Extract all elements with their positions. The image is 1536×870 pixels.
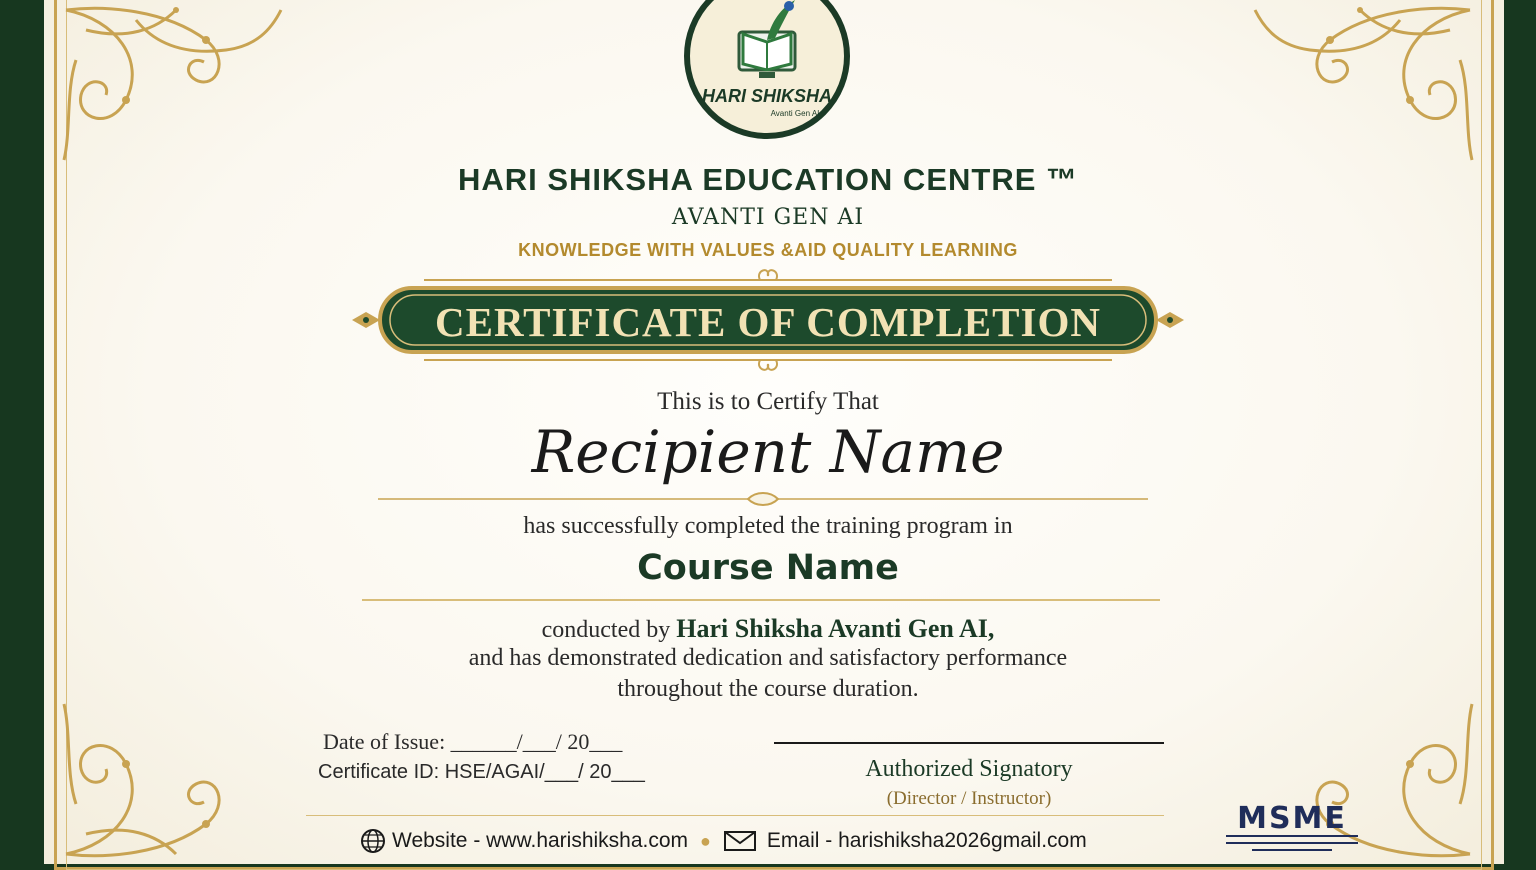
body-line-2: and has demonstrated dedication and satisfactory performance: [468, 645, 1068, 671]
footer-contact: [360, 826, 1087, 856]
globe-icon: [360, 828, 386, 854]
certificate-id: Certificate ID: HSE/AGAI/___/ 20___: [318, 761, 645, 783]
footer-divider: [306, 815, 1164, 816]
certificate-title: CERTIFICATE OF COMPLETION: [435, 299, 1101, 345]
website-link[interactable]: Website - www.harishiksha.com: [392, 829, 689, 852]
signature-line: [774, 742, 1164, 744]
date-of-issue: Date of Issue: ______/___/ 20___: [323, 729, 623, 754]
corner-ornament-top-left: [56, 0, 286, 170]
logo-name: HARI SHIKSHA: [701, 86, 833, 106]
course-name: Course Name: [637, 548, 899, 588]
corner-ornament-top-right: [1250, 0, 1480, 170]
recipient-name: Recipient Name: [531, 418, 1005, 486]
hari-shiksha-logo: [683, 0, 851, 142]
corner-ornament-bottom-left: [56, 694, 286, 864]
envelope-icon: [723, 830, 757, 852]
signatory-subtitle: (Director / Instructor): [886, 788, 1052, 809]
conducted-line: [0, 614, 1536, 644]
conducted-prefix: conducted by: [541, 617, 677, 643]
recipient-underline: [378, 488, 1148, 510]
separator-dot: ●: [700, 830, 711, 851]
org-tagline: KNOWLEDGE WITH VALUES &AID QUALITY LEARNING: [518, 240, 1018, 260]
course-underline: [362, 599, 1160, 601]
msme-label: MSME: [1237, 801, 1347, 836]
completed-line: has successfully completed the training program in: [523, 513, 1013, 539]
org-subtitle: AVANTI GEN AI: [671, 205, 865, 230]
signatory-title: Authorized Signatory: [865, 756, 1073, 782]
msme-logo: [1222, 800, 1362, 856]
body-line-3: throughout the course duration.: [617, 676, 919, 702]
email-link[interactable]: Email - harishiksha2026gmail.com: [766, 829, 1087, 852]
certify-line: This is to Certify That: [657, 388, 879, 415]
logo-sub: Avanti Gen AI: [770, 109, 820, 118]
org-name: HARI SHIKSHA EDUCATION CENTRE ™: [457, 162, 1078, 197]
conducted-by: Hari Shiksha Avanti Gen AI,: [676, 614, 995, 643]
